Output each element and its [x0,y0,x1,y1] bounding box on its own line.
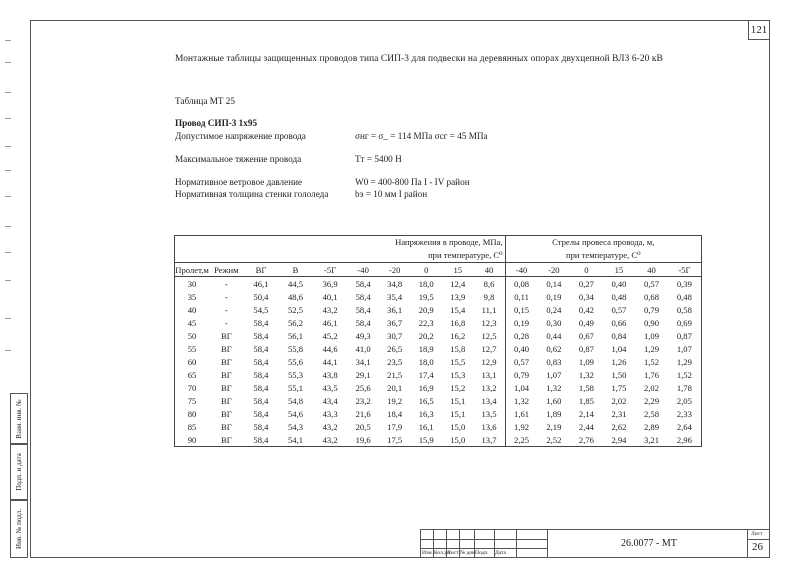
table-cell: 2,05 [668,394,702,407]
table-cell: 0,39 [668,277,702,291]
sheet-number-box [748,20,770,40]
table-cell: 18,0 [418,278,434,289]
table-cell: 23,2 [355,395,371,406]
table-cell: 2,64 [668,420,702,433]
table-row [175,368,702,381]
column-header: 0 [584,264,589,275]
table-cell: 17,4 [418,369,434,380]
table-cell: 1,29 [668,355,702,368]
table-cell: ВГ [209,433,244,447]
table-cell: 58,4 [355,291,371,302]
table-cell: 0,67 [578,330,594,341]
table-cell: 45 [175,316,210,329]
table-cell: 1,32 [546,382,562,393]
sheet-number: 121 [750,24,768,36]
column-header: 15 [453,264,463,275]
table-cell: 2,52 [538,433,571,447]
table-cell: 15,5 [450,356,466,367]
table-cell: 0,87 [668,329,702,342]
table-cell: 0,42 [578,304,594,315]
table-cell: 1,50 [611,369,627,380]
table-cell: 0,08 [505,277,538,291]
stamp-inv-replace-label: Взам. инв. № [15,399,23,439]
stress-group-header: Напряжения в проводе, МПа, [175,236,506,250]
table-cell: 43,4 [322,395,338,406]
table-cell: 13,2 [481,382,497,393]
table-cell: 41,0 [355,343,371,354]
table-cell: 1,26 [611,356,627,367]
table-cell: 70 [175,381,210,394]
table-cell: 58,4 [253,343,269,354]
table-cell: 0,87 [578,343,594,354]
table-cell: 55,8 [288,343,304,354]
table-cell: 2,58 [643,408,660,419]
table-cell: 58,4 [253,330,269,341]
table-cell: 13,9 [450,291,466,302]
table-cell: 15,1 [450,395,466,406]
table-cell: 0,79 [505,368,538,381]
table-cell: 15,1 [450,408,466,419]
table-cell: 9,8 [483,291,495,302]
table-cell: 2,02 [611,395,627,406]
table-cell: 0,79 [643,304,660,315]
column-header: -40 [357,264,369,275]
sheet-value: 26 [752,541,763,553]
table-row [175,355,702,368]
wind-pressure-value: W0 = 400-800 Па I - IV район [355,177,470,187]
table-cell: 16,3 [418,408,434,419]
table-cell: 13,4 [481,395,497,406]
table-cell: 46,1 [322,317,338,328]
table-cell: 2,33 [668,407,702,420]
table-cell: ВГ [221,330,232,341]
table-cell: 0,11 [505,290,538,303]
column-header: Режим [214,264,239,275]
table-cell: ВГ [221,421,232,432]
table-cell: 21,6 [355,408,371,419]
table-cell: 30 [175,277,210,291]
table-cell: 0,62 [546,343,562,354]
table-cell: 0,83 [546,356,562,367]
table-cell: 15,4 [450,304,466,315]
table-cell: 52,5 [288,304,304,315]
table-cell: ВГ [221,343,232,354]
document-code: 26.0077 - МТ [621,538,677,549]
table-cell: 58,4 [355,304,371,315]
table-cell: 46,1 [253,278,269,289]
column-header: В [292,264,299,275]
table-cell: 55,1 [288,382,304,393]
table-cell: 45,2 [322,330,338,341]
table-cell: 58,4 [253,421,269,432]
table-cell: 1,32 [505,394,538,407]
table-cell: 40 [175,303,210,316]
table-cell: 19,2 [387,395,403,406]
table-cell: 43,2 [322,304,338,315]
table-cell: 44,5 [288,278,304,289]
wind-pressure-label: Нормативное ветровое давление [175,177,303,187]
table-cell: 17,9 [387,421,403,432]
table-cell: 0,40 [505,342,538,355]
table-cell: 54,8 [288,395,304,406]
table-cell: 44,6 [322,343,338,354]
table-cell: 20,2 [418,330,434,341]
table-cell: 12,7 [481,343,497,354]
table-cell: 0,57 [505,355,538,368]
table-cell: 44,1 [322,356,338,367]
table-row [175,290,702,303]
table-cell: ВГ [221,369,232,380]
column-header: 40 [647,264,656,275]
table-cell: 36,7 [387,317,403,328]
table-cell: 23,5 [387,356,403,367]
table-cell: 0,69 [668,316,702,329]
table-row [175,420,702,433]
table-cell: 0,44 [546,330,562,341]
table-cell: 1,78 [668,381,702,394]
table-cell: 50,4 [253,291,269,302]
table-cell: 1,52 [643,356,660,367]
table-cell: ВГ [221,408,232,419]
table-cell: 0,28 [505,329,538,342]
table-cell: 13,5 [481,408,497,419]
table-cell: 22,3 [418,317,434,328]
table-cell: 16,2 [450,330,466,341]
table-cell: 1,29 [643,343,660,354]
table-cell: 18,9 [418,343,434,354]
table-cell: 18,0 [418,356,434,367]
column-header: -20 [388,264,401,275]
table-cell: 36,9 [322,278,338,289]
table-cell: 43,2 [322,421,338,432]
title-block-column-label: Лист [447,550,459,556]
sag-group-header: Стрелы провеса провода, м, [505,236,701,250]
table-row [175,381,702,394]
table-cell: 20,9 [418,304,434,315]
stamp-inv-replace [10,393,28,445]
table-cell: 58,4 [253,382,269,393]
table-cell: 43,8 [322,369,338,380]
table-cell: 0,49 [578,317,594,328]
table-cell: 29,1 [355,369,371,380]
stamp-sign-date-label: Подп. и дата [15,453,23,491]
table-cell: 55 [175,342,210,355]
table-cell: 1,75 [611,382,627,393]
table-cell: 2,76 [570,433,603,447]
sheet-label: Лист [751,531,763,537]
column-header: -20 [548,264,560,275]
max-tension-label: Максимальное тяжение провода [175,154,302,164]
table-cell: 49,3 [355,330,371,341]
table-cell: 0,57 [611,304,627,315]
column-header: ВГ [255,264,267,275]
table-cell: 1,09 [578,356,594,367]
table-cell: 65 [175,368,210,381]
table-cell: 56,1 [288,330,304,341]
table-cell: ВГ [221,382,232,393]
table-cell: 25,6 [355,382,371,393]
table-cell: 58,4 [355,317,371,328]
table-cell: 58,4 [253,356,269,367]
table-cell: 1,61 [505,407,538,420]
column-header: Пролет,м [175,264,209,275]
table-cell: 90 [175,433,210,447]
table-cell: 2,94 [603,433,636,447]
table-cell: 0,34 [578,291,594,302]
table-cell: 0,14 [546,278,562,289]
table-cell: 58,4 [253,317,269,328]
table-cell: 1,58 [578,382,594,393]
table-cell: 0,19 [505,316,538,329]
table-cell: 56,2 [288,317,304,328]
sag-group-subheader: при температуре, C⁰ [505,249,701,263]
table-cell: 20,5 [355,421,371,432]
table-row [175,277,702,291]
table-row [175,342,702,355]
table-cell: 16,8 [450,317,466,328]
table-cell: 43,2 [313,433,348,447]
table-cell: 58,4 [253,408,269,419]
table-cell: 20,1 [387,382,403,393]
table-cell: 26,5 [387,343,403,354]
table-cell: 0,15 [505,303,538,316]
table-cell: 19,5 [418,291,434,302]
table-cell: 1,32 [578,369,594,380]
table-cell: 0,66 [611,317,627,328]
table-cell: 35,4 [387,291,403,302]
table-row [175,316,702,329]
document-title: Монтажные таблицы защищенных проводов типа СИП-3 для подвески на деревянных опорах двухцепной ВЛЗ 6-20 кВ [175,54,663,64]
title-block [420,529,769,557]
table-cell: 0,90 [643,317,660,328]
table-cell: 54,5 [253,304,269,315]
max-tension-value: Тт = 5400 Н [355,154,402,164]
table-cell: 19,6 [347,433,379,447]
table-cell: 1,76 [643,369,660,380]
table-cell: 58,4 [355,278,371,289]
table-cell: 1,07 [546,369,562,380]
column-header: 15 [614,264,624,275]
table-cell: 0,84 [611,330,627,341]
column-header: -5Г [668,263,702,277]
table-cell: 0,68 [643,291,660,302]
table-cell: 60 [175,355,210,368]
column-header: -40 [505,263,538,277]
table-cell: - [224,317,228,328]
table-cell: - [224,291,228,302]
table-cell: 8,6 [483,278,495,289]
table-row [175,303,702,316]
table-cell: 0,24 [546,304,562,315]
table-cell: 50 [175,329,210,342]
table-cell: 15,8 [450,343,466,354]
table-cell: 58,4 [244,433,279,447]
table-cell: 58,4 [253,395,269,406]
ice-thickness-label: Нормативная толщина стенки гололеда [175,189,329,199]
table-cell: 0,48 [668,290,702,303]
table-cell: 1,04 [505,381,538,394]
table-cell: 12,5 [481,330,497,341]
table-cell: 80 [175,407,210,420]
wire-type: Провод СИП-3 1х95 [175,118,258,128]
table-cell: 58,4 [253,369,269,380]
title-block-column-label: Дата [495,550,506,556]
table-cell: 17,5 [379,433,411,447]
table-cell: 34,8 [387,278,403,289]
column-header: -5Г [324,264,337,275]
table-cell: 30,7 [387,330,403,341]
column-header: 0 [424,264,429,275]
table-cell: 13,1 [481,369,497,380]
table-cell: 43,5 [322,382,338,393]
table-cell: ВГ [221,356,232,367]
table-cell: 85 [175,420,210,433]
table-row [175,394,702,407]
table-cell: 40,1 [322,291,338,302]
table-cell: 1,07 [668,342,702,355]
table-cell: 2,14 [578,408,594,419]
table-cell: 21,5 [387,369,403,380]
title-block-column-label: Кол.уч [434,550,450,556]
table-cell: 15,0 [450,421,466,432]
table-cell: 0,27 [578,278,594,289]
table-cell: 18,4 [387,408,403,419]
table-cell: 1,52 [668,368,702,381]
table-cell: 0,48 [611,291,627,302]
title-block-column-label: № док. [460,550,477,556]
table-cell: - [224,304,228,315]
table-cell: 1,60 [546,395,562,406]
table-cell: 12,4 [450,278,466,289]
table-cell: 34,1 [355,356,371,367]
table-cell: 54,3 [288,421,304,432]
stamp-inv-orig-label: Инв. № подл. [15,508,23,549]
table-cell: 15,0 [442,433,474,447]
table-cell: 2,02 [643,382,660,393]
stamp-sign-date [10,443,28,501]
column-header-row [175,263,702,277]
table-body [175,277,702,447]
title-block-column-label: Изм. [422,550,433,556]
table-cell: 16,1 [418,421,434,432]
table-row [175,407,702,420]
table-cell: 55,6 [288,356,304,367]
table-cell: 2,31 [611,408,627,419]
table-row [175,329,702,342]
table-cell: 43,3 [322,408,338,419]
table-cell: 2,62 [611,421,627,432]
mounting-table [174,235,702,447]
table-label: Таблица МТ 25 [175,96,235,106]
table-cell: 2,19 [546,421,562,432]
table-cell: 2,29 [643,395,660,406]
table-cell: 13,7 [474,433,506,447]
table-cell: 12,9 [481,356,497,367]
allowed-stress-label: Допустимое напряжение провода [175,131,306,141]
table-cell: 0,58 [668,303,702,316]
table-cell: 75 [175,394,210,407]
table-cell: - [224,278,228,289]
table-cell: 48,6 [288,291,304,302]
table-cell: 15,3 [450,369,466,380]
table-cell: 15,9 [410,433,442,447]
stress-group-subheader: при температуре, C⁰ [175,249,506,263]
table-cell: 1,85 [578,395,594,406]
table-cell: 16,5 [418,395,434,406]
table-cell: 12,3 [481,317,497,328]
table-cell: ВГ [221,395,232,406]
table-cell: 1,09 [643,330,660,341]
table-row [175,433,702,447]
table-cell: 0,19 [546,291,562,302]
table-cell: 16,9 [418,382,434,393]
table-cell: 54,1 [278,433,313,447]
column-header: 40 [484,264,494,275]
table-cell: 13,6 [481,421,497,432]
table-cell: 1,92 [505,420,538,433]
table-cell: 35 [175,290,210,303]
table-cell: 0,57 [643,278,660,289]
table-cell: 36,1 [387,304,403,315]
table-cell: 0,30 [546,317,562,328]
table-cell: 15,2 [450,382,466,393]
table-cell: 54,6 [288,408,304,419]
allowed-stress-value: σнг = σ_ = 114 МПа σсг = 45 МПа [355,131,488,141]
title-block-column-label: Подп. [475,550,489,556]
table-cell: 2,96 [668,433,702,447]
table-cell: 0,40 [611,278,627,289]
table-cell: 2,44 [578,421,594,432]
table-cell: 3,21 [635,433,668,447]
stamp-inv-orig [10,499,28,558]
table-cell: 2,89 [643,421,660,432]
table-cell: 2,25 [505,433,538,447]
table-cell: 1,04 [611,343,627,354]
table-cell: 55,3 [288,369,304,380]
ice-thickness-value: bэ = 10 мм I район [355,189,428,199]
table-cell: 11,1 [481,304,497,315]
table-cell: 1,89 [546,408,562,419]
